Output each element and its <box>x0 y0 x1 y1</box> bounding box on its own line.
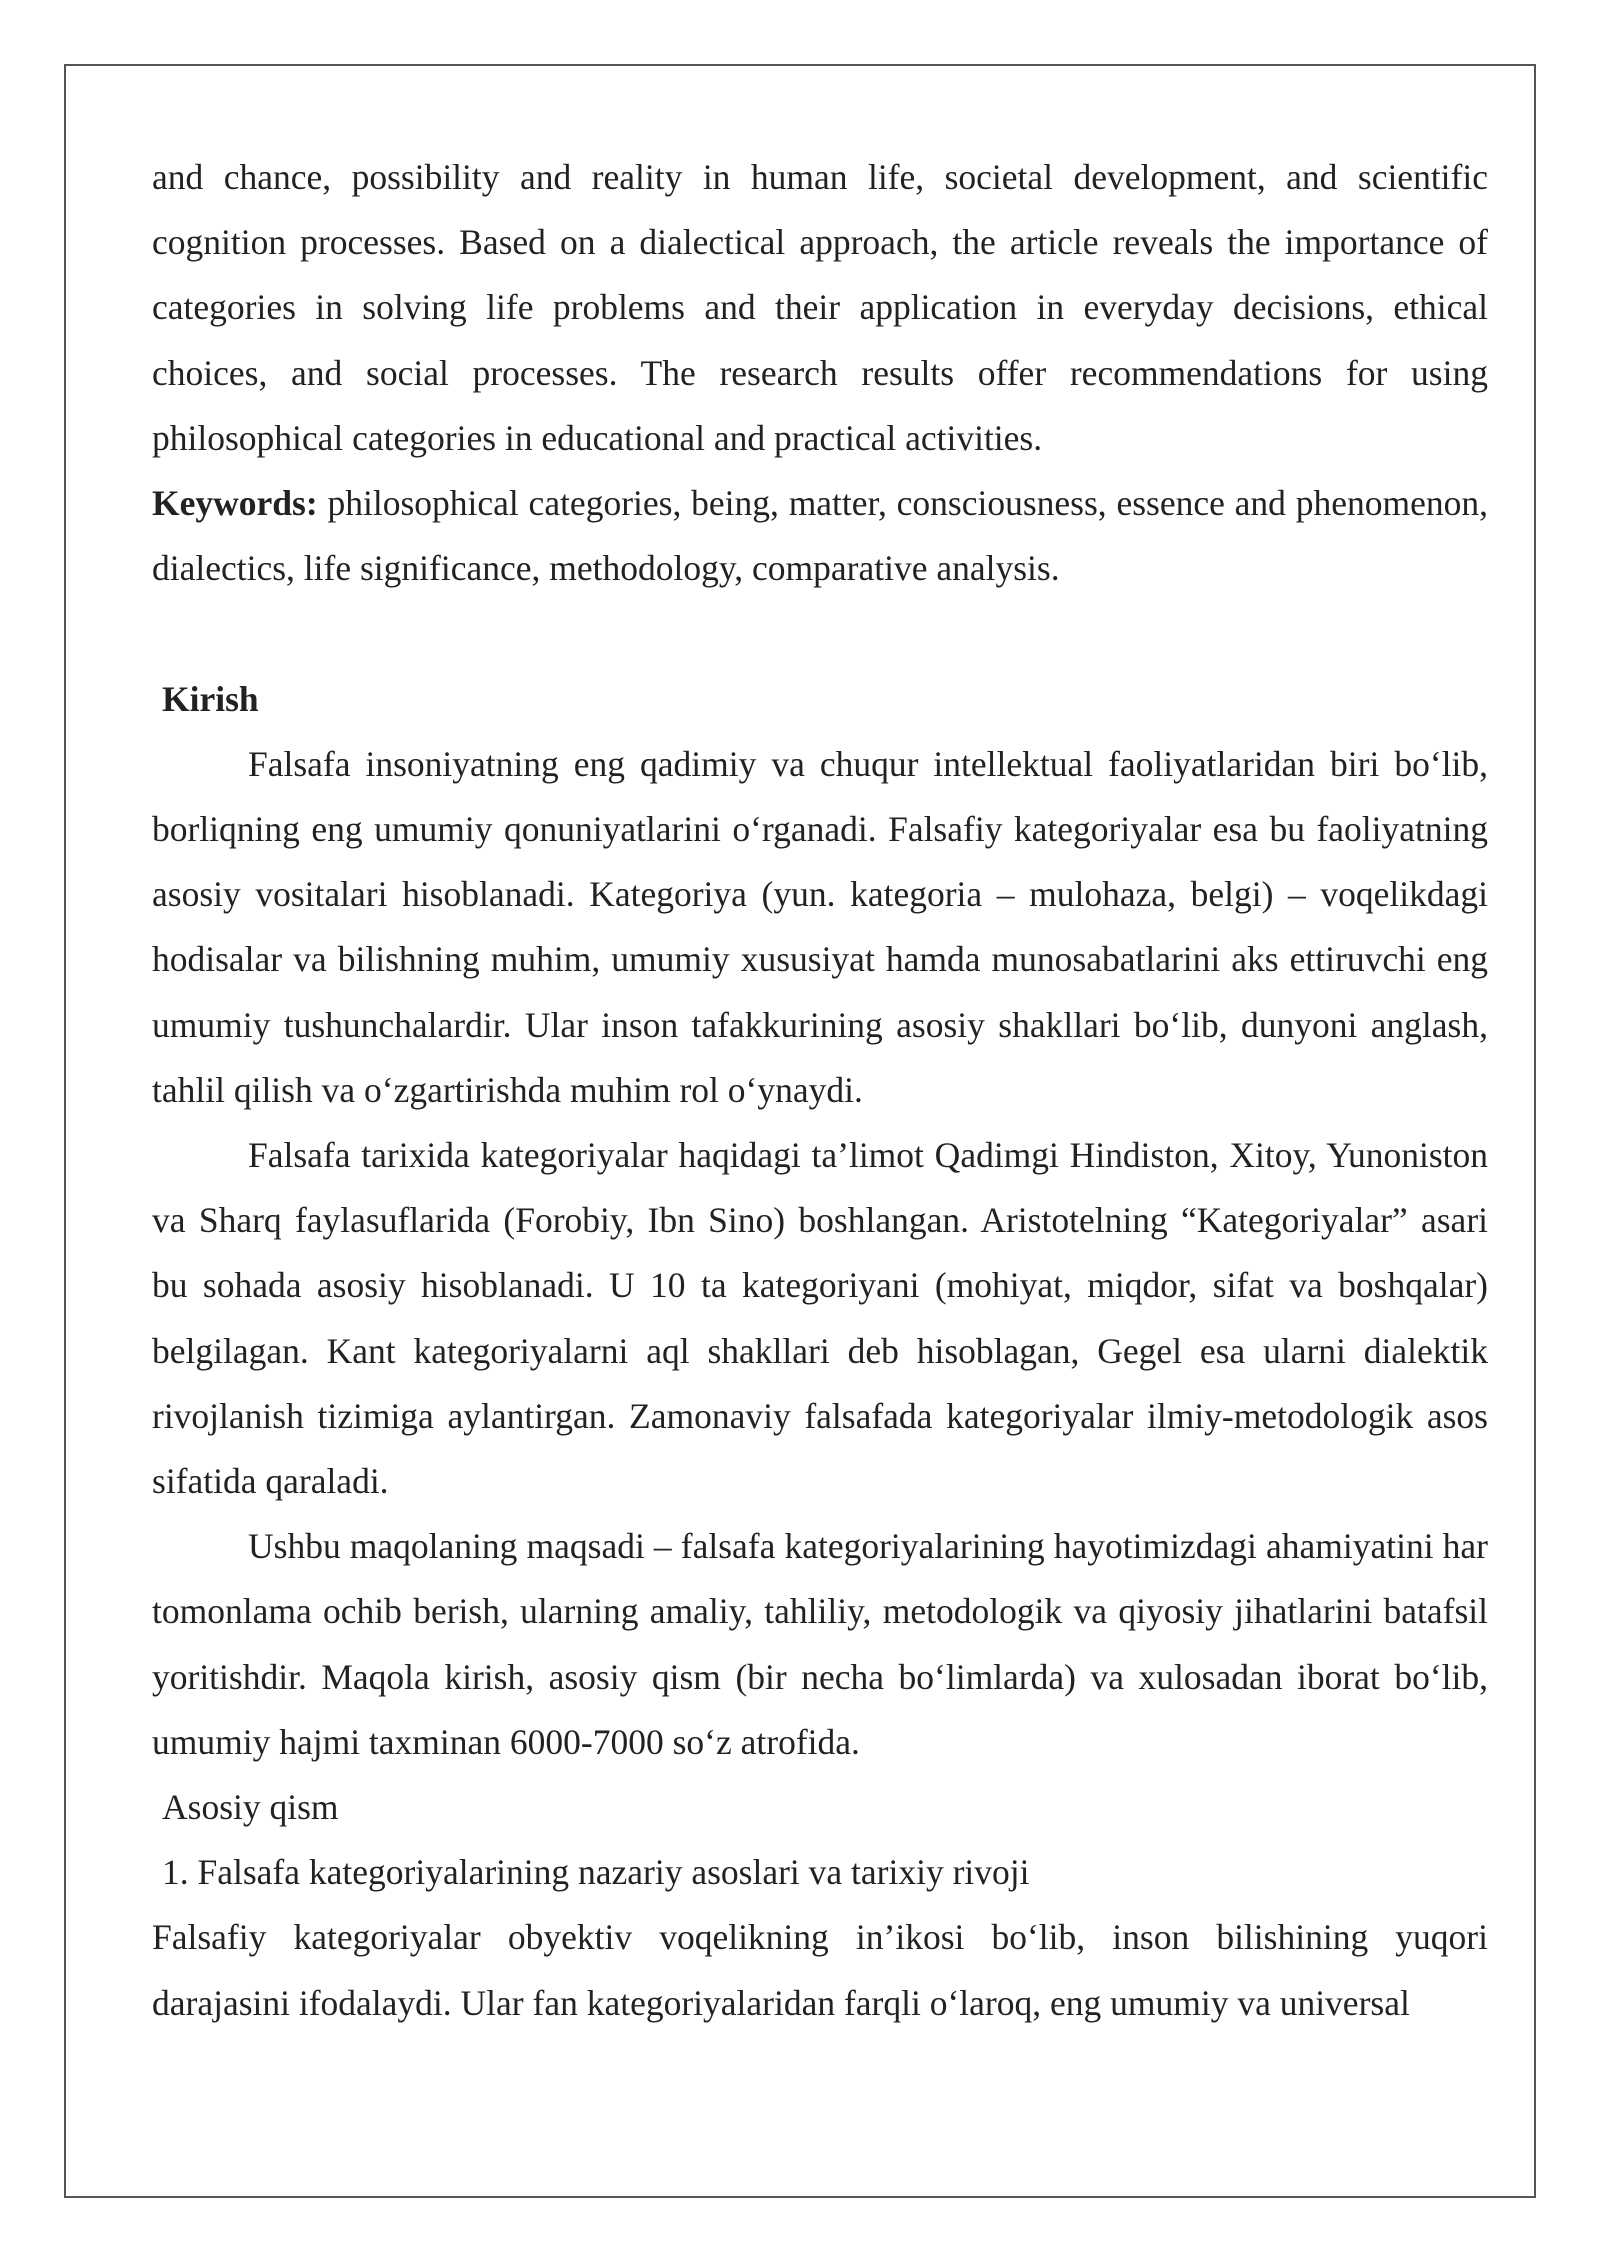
blank-line <box>152 601 1488 666</box>
introduction-paragraph-3: Ushbu maqolaning maqsadi – falsafa kategoriyalarining hayotimizdagi ahamiyatini har tomonlama ochib berish, ularning amaliy, tahliliy, metodologik va qiyosiy jihatlarini batafsil yoritishdir. Maqola kirish, asosiy qism (bir necha bo‘limlarda) va xulosadan iborat bo‘lib, umumiy hajmi taxminan 6000-7000 so‘z atrofida. <box>152 1526 1488 1762</box>
keywords-paragraph <box>152 471 1488 601</box>
section-heading-main-part: Asosiy qism <box>162 1787 339 1828</box>
main-part-paragraph-1: Falsafiy kategoriyalar obyektiv voqelikning in’ikosi bo‘lib, inson bilishining yuqori darajasini ifodalaydi. Ular fan kategoriyalaridan farqli o‘laroq, eng umumiy va universal <box>152 1917 1488 2023</box>
keywords-text: philosophical categories, being, matter, consciousness, essence and phenomenon, dialectics, life significance, methodology, comparative analysis. <box>152 483 1488 589</box>
keywords-label: Keywords: <box>152 483 318 524</box>
subsection-heading-1: 1. Falsafa kategoriyalarining nazariy asoslari va tarixiy rivoji <box>162 1852 1030 1893</box>
document-body <box>152 145 1488 2036</box>
section-heading-introduction: Kirish <box>162 678 259 719</box>
introduction-paragraph-1: Falsafa insoniyatning eng qadimiy va chuqur intellektual faoliyatlaridan biri bo‘lib, borliqning eng umumiy qonuniyatlarini o‘rganadi. Falsafiy kategoriyalar esa bu faoliyatning asosiy vositalari hisoblanadi. Kategoriya (yun. kategoria – mulohaza, belgi) – voqelikdagi hodisalar va bilishning muhim, umumiy xususiyat hamda munosabatlarini aks ettiruvchi eng umumiy tushunchalardir. Ular inson tafakkurining asosiy shakllari bo‘lib, dunyoni anglash, tahlil qilish va o‘zgartirishda muhim rol o‘ynaydi. <box>152 743 1488 1110</box>
introduction-paragraph-2: Falsafa tarixida kategoriyalar haqidagi ta’limot Qadimgi Hindiston, Xitoy, Yunoniston va Sharq faylasuflarida (Forobiy, Ibn Sino) boshlangan. Aristotelning “Kategoriyalar” asari bu sohada asosiy hisoblanadi. U 10 ta kategoriyani (mohiyat, miqdor, sifat va boshqalar) belgilagan. Kant kategoriyalarni aql shakllari deb hisoblagan, Gegel esa ularni dialektik rivojlanish tizimiga aylantirgan. Zamonaviy falsafada kategoriyalar ilmiy-metodologik asos sifatida qaraladi. <box>152 1135 1488 1502</box>
abstract-continuation: and chance, possibility and reality in human life, societal development, and scientific cognition processes. Based on a dialectical approach, the article reveals the importance of categories in solving life problems and their application in everyday decisions, ethical choices, and social processes. The research results offer recommendations for using philosophical categories in educational and practical activities. <box>152 157 1488 458</box>
